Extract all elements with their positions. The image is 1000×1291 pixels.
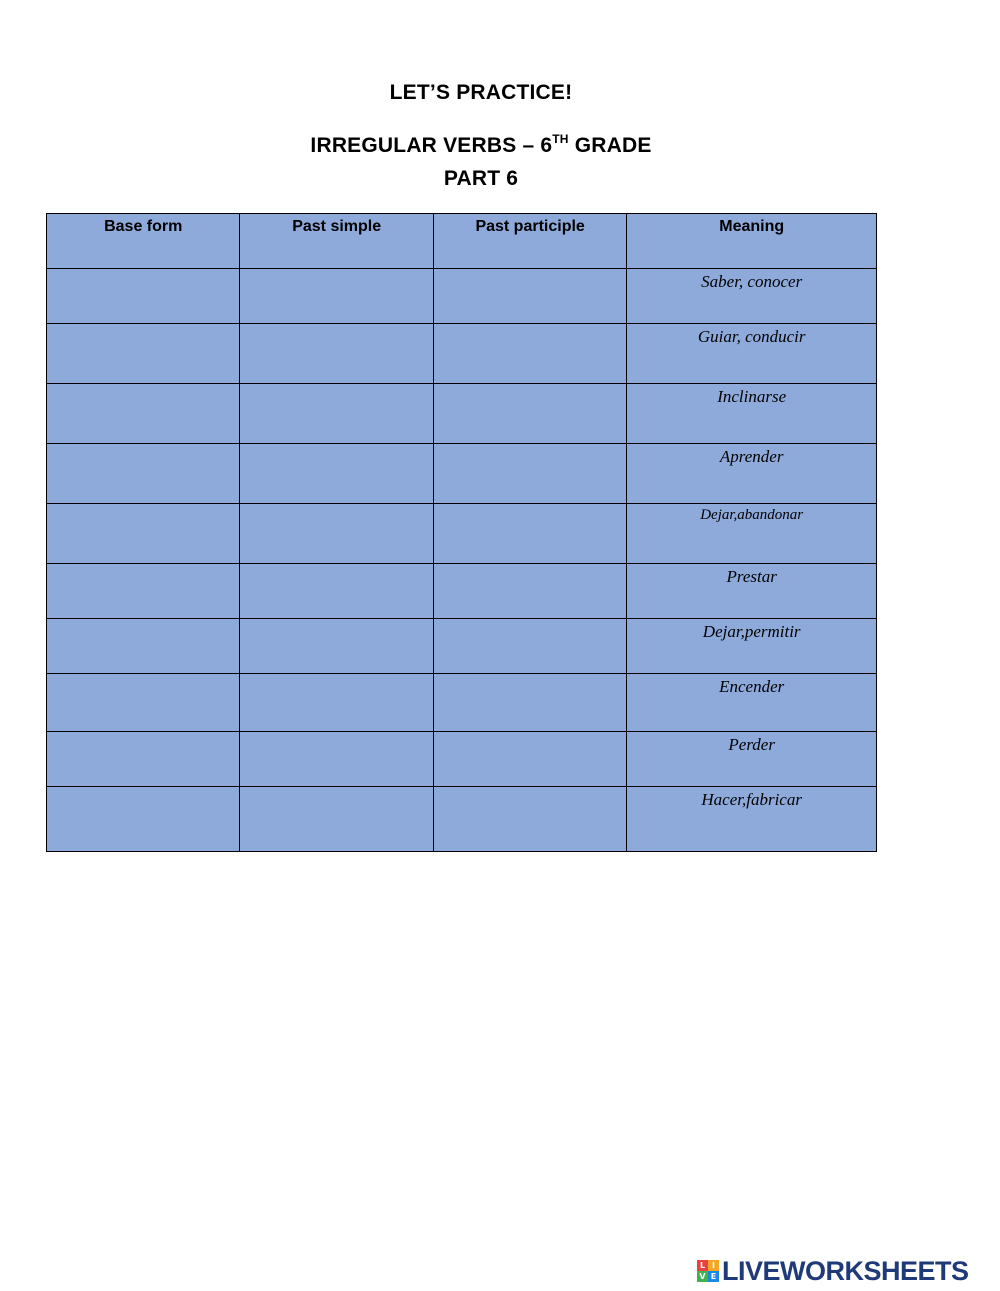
worksheet-subheading (0, 134, 962, 158)
meaning-cell: Dejar,permitir (627, 619, 877, 674)
past-participle-cell[interactable] (433, 564, 626, 619)
worksheet-part: PART 6 (443, 167, 519, 190)
past-participle-cell[interactable] (433, 324, 626, 384)
table-row (47, 324, 877, 384)
base-form-cell[interactable] (47, 444, 240, 504)
table-row (47, 504, 877, 564)
past-simple-cell[interactable] (240, 732, 433, 787)
logo-letter: V (697, 1271, 708, 1282)
liveworksheets-logo[interactable] (697, 1257, 969, 1285)
table-row (47, 269, 877, 324)
base-form-cell[interactable] (47, 324, 240, 384)
meaning-cell: Saber, conocer (627, 269, 877, 324)
meaning-cell: Prestar (627, 564, 877, 619)
logo-letter: I (708, 1260, 719, 1271)
past-simple-cell[interactable] (240, 504, 433, 564)
base-form-cell[interactable] (47, 269, 240, 324)
base-form-cell[interactable] (47, 787, 240, 852)
meaning-cell: Dejar,abandonar (627, 504, 877, 564)
logo-mark-icon (697, 1260, 719, 1282)
past-simple-cell[interactable] (240, 787, 433, 852)
worksheet-heading: LET’S PRACTICE! (389, 81, 573, 104)
past-participle-cell[interactable] (433, 269, 626, 324)
past-simple-cell[interactable] (240, 619, 433, 674)
past-simple-cell[interactable] (240, 674, 433, 732)
table-row (47, 732, 877, 787)
table-row (47, 384, 877, 444)
past-participle-cell[interactable] (433, 732, 626, 787)
table-row (47, 444, 877, 504)
logo-letter: L (697, 1260, 708, 1271)
base-form-cell[interactable] (47, 732, 240, 787)
table-row (47, 564, 877, 619)
header-meaning: Meaning (627, 214, 877, 269)
subheading-suffix: GRADE (568, 134, 652, 157)
base-form-cell[interactable] (47, 564, 240, 619)
past-participle-cell[interactable] (433, 787, 626, 852)
meaning-cell: Hacer,fabricar (627, 787, 877, 852)
subheading-superscript: TH (552, 132, 569, 146)
meaning-cell: Inclinarse (627, 384, 877, 444)
past-simple-cell[interactable] (240, 444, 433, 504)
header-past-participle: Past participle (433, 214, 626, 269)
logo-letter: E (708, 1271, 719, 1282)
table-row (47, 619, 877, 674)
header-past-simple: Past simple (240, 214, 433, 269)
table-row (47, 787, 877, 852)
base-form-cell[interactable] (47, 504, 240, 564)
past-simple-cell[interactable] (240, 324, 433, 384)
past-simple-cell[interactable] (240, 269, 433, 324)
table-row (47, 674, 877, 732)
past-participle-cell[interactable] (433, 444, 626, 504)
meaning-cell: Guiar, conducir (627, 324, 877, 384)
base-form-cell[interactable] (47, 674, 240, 732)
past-simple-cell[interactable] (240, 384, 433, 444)
table-header-row (47, 214, 877, 269)
subheading-prefix: IRREGULAR VERBS – 6 (310, 134, 553, 157)
past-participle-cell[interactable] (433, 619, 626, 674)
past-simple-cell[interactable] (240, 564, 433, 619)
base-form-cell[interactable] (47, 384, 240, 444)
base-form-cell[interactable] (47, 619, 240, 674)
header-base-form: Base form (47, 214, 240, 269)
past-participle-cell[interactable] (433, 384, 626, 444)
meaning-cell: Aprender (627, 444, 877, 504)
past-participle-cell[interactable] (433, 674, 626, 732)
irregular-verbs-table (46, 213, 877, 852)
logo-text: LIVEWORKSHEETS (722, 1255, 969, 1286)
past-participle-cell[interactable] (433, 504, 626, 564)
meaning-cell: Perder (627, 732, 877, 787)
meaning-cell: Encender (627, 674, 877, 732)
